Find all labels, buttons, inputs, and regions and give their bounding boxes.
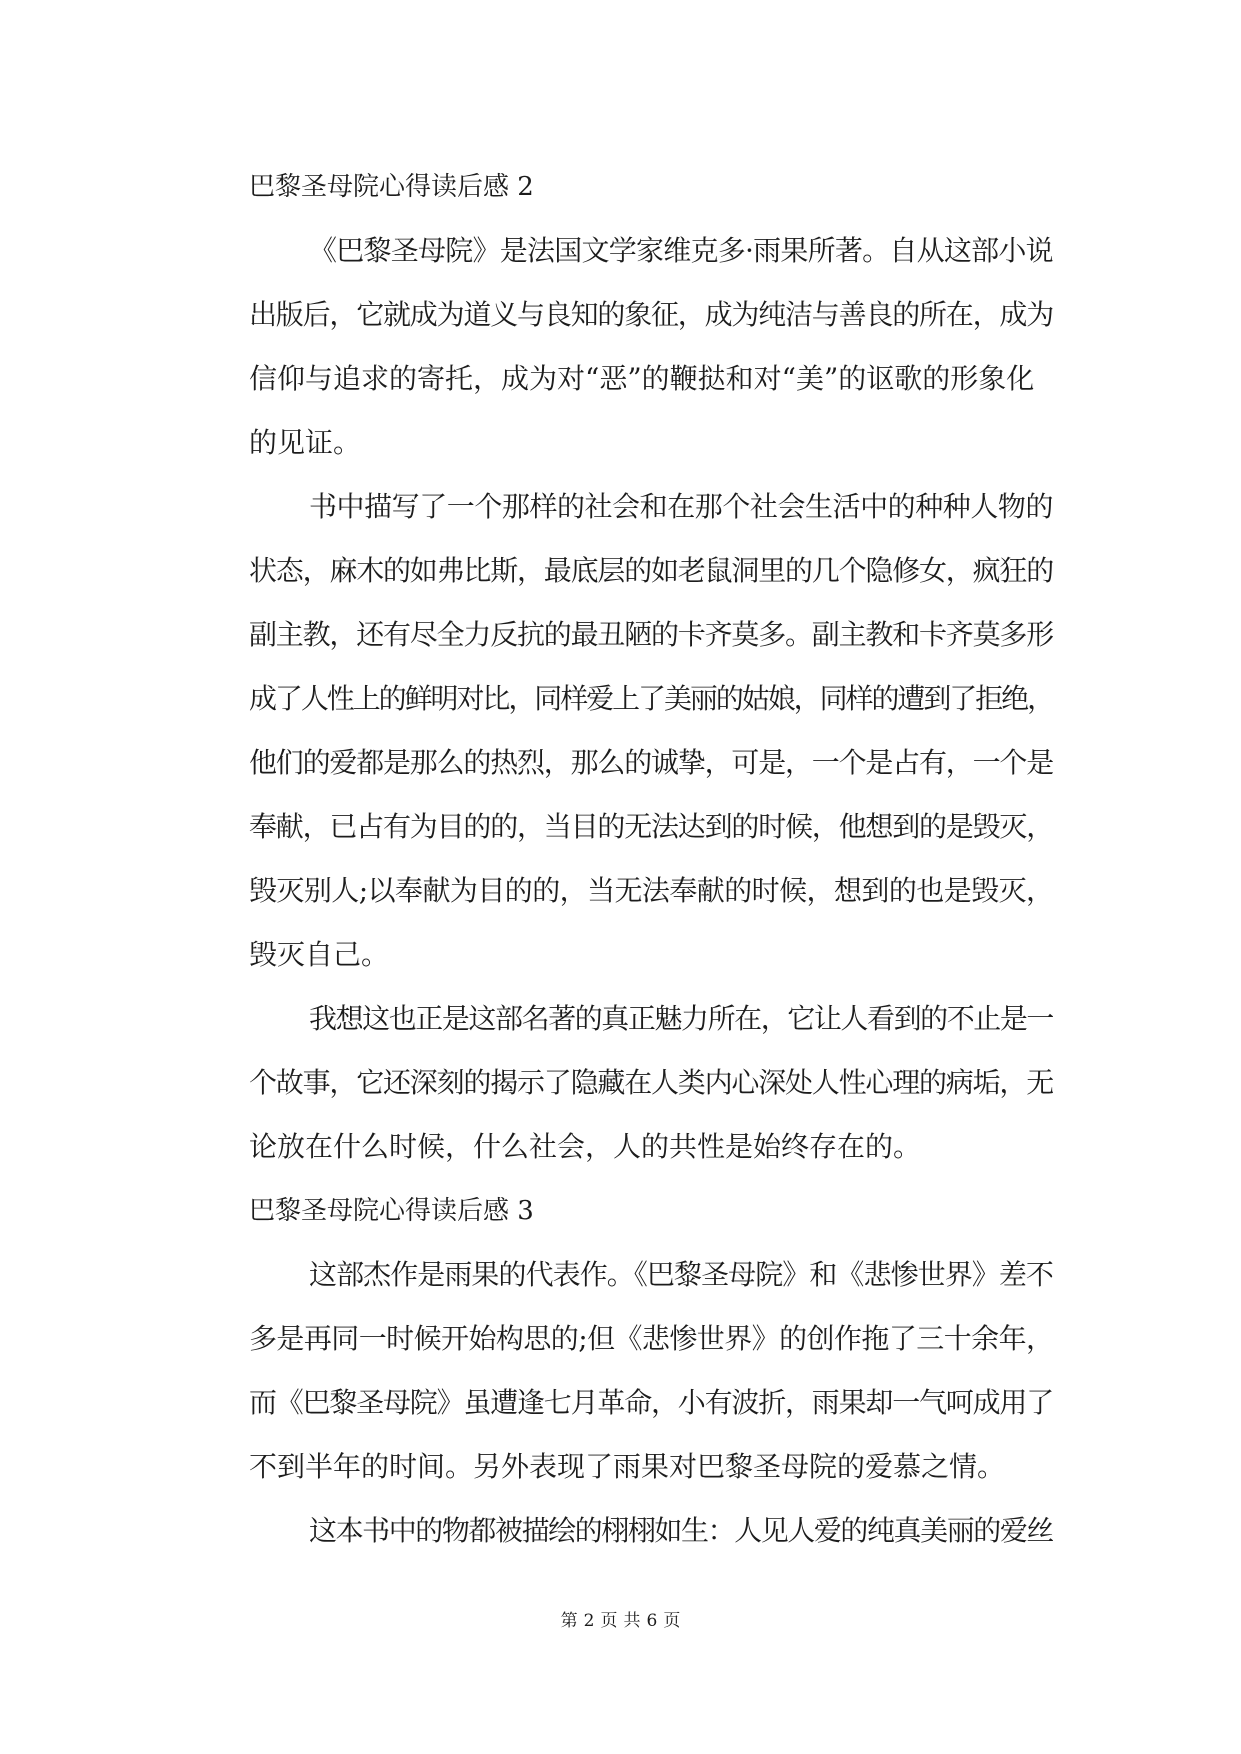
- paragraph-line: 的见证。: [249, 426, 362, 459]
- paragraph-line: 成了人性上的鲜明对比，同样爱上了美丽的姑娘，同样的遭到了拒绝，: [249, 682, 1053, 715]
- paragraph-line: 个故事，它还深刻的揭示了隐藏在人类内心深处人性心理的病垢，无: [249, 1066, 1053, 1099]
- document-body: [189, 155, 1053, 1563]
- footer-page-word: 页: [600, 1611, 618, 1631]
- paragraph-line: 《巴黎圣母院》是法国文学家维克多·雨果所著。自从这部小说: [309, 234, 1053, 267]
- page-footer: [0, 1606, 1241, 1631]
- paragraph: [189, 1243, 1053, 1499]
- footer-suffix: 页: [663, 1611, 681, 1631]
- paragraph: [189, 219, 1053, 475]
- paragraph-line: 多是再同一时候开始构思的;但《悲惨世界》的创作拖了三十余年，: [249, 1322, 1053, 1355]
- paragraph-line: 这本书中的物都被描绘的栩栩如生：人见人爱的纯真美丽的爱丝: [309, 1514, 1053, 1547]
- paragraph-line: 信仰与追求的寄托，成为对“恶”的鞭挞和对“美”的讴歌的形象化: [249, 362, 1035, 395]
- paragraph-line: 而《巴黎圣母院》虽遭逢七月革命，小有波折，雨果却一气呵成用了: [249, 1386, 1053, 1419]
- paragraph: [189, 475, 1053, 987]
- section-heading: 巴黎圣母院心得读后感 3: [249, 1196, 534, 1226]
- paragraph-line: 毁灭别人;以奉献为目的的，当无法奉献的时候，想到的也是毁灭，: [249, 874, 1053, 907]
- paragraph: [189, 1499, 1053, 1563]
- footer-total-pages: 6: [646, 1611, 658, 1631]
- paragraph-line: 状态，麻木的如弗比斯，最底层的如老鼠洞里的几个隐修女，疯狂的: [249, 554, 1053, 587]
- footer-prefix: 第: [560, 1611, 578, 1631]
- paragraph-line: 他们的爱都是那么的热烈，那么的诚挚，可是，一个是占有，一个是: [249, 746, 1053, 779]
- section-heading: 巴黎圣母院心得读后感 2: [249, 172, 534, 202]
- paragraph-line: 毁灭自己。: [249, 938, 390, 971]
- paragraph-line: 我想这也正是这部名著的真正魅力所在，它让人看到的不止是一: [309, 1002, 1053, 1035]
- paragraph-line: 出版后，它就成为道义与良知的象征，成为纯洁与善良的所在，成为: [249, 298, 1053, 331]
- paragraph-line: 不到半年的时间。另外表现了雨果对巴黎圣母院的爱慕之情。: [249, 1450, 1006, 1483]
- paragraph: [189, 987, 1053, 1179]
- paragraph-line: 这部杰作是雨果的代表作。《巴黎圣母院》和《悲惨世界》差不: [309, 1258, 1053, 1291]
- footer-current-page: 2: [583, 1611, 595, 1631]
- footer-total-word: 共: [623, 1611, 641, 1631]
- paragraph-line: 副主教，还有尽全力反抗的最丑陋的卡齐莫多。副主教和卡齐莫多形: [249, 618, 1053, 651]
- paragraph-line: 书中描写了一个那样的社会和在那个社会生活中的种种人物的: [309, 490, 1053, 523]
- paragraph-line: 论放在什么时候，什么社会，人的共性是始终存在的。: [249, 1130, 922, 1163]
- paragraph-line: 奉献，已占有为目的的，当目的无法达到的时候，他想到的是毁灭，: [249, 810, 1053, 843]
